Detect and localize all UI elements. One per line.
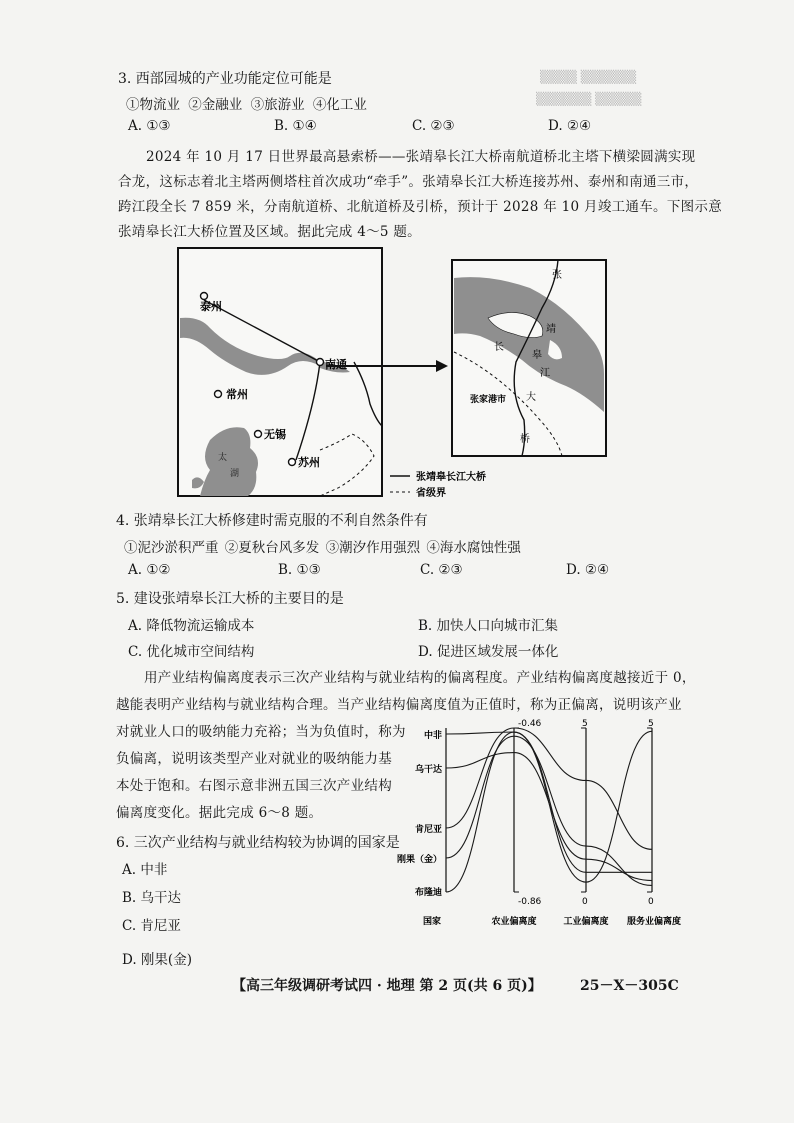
q3-option-d[interactable]: D. ②④	[548, 118, 592, 134]
passage2-line2: 越能表明产业结构与就业结构合理。当产业结构偏离度值为正值时，称为正偏离，说明该产业	[116, 697, 682, 713]
bleed-through-mark: ▒▒▒▒ ▒▒▒▒▒▒	[540, 70, 637, 84]
q4-option-a[interactable]: A. ①②	[128, 562, 171, 578]
city-changzhou: 常州	[226, 388, 248, 401]
city-nantong: 南通	[325, 358, 347, 371]
q6-option-a[interactable]: A. 中非	[122, 862, 168, 878]
q6-stem: 6. 三次产业结构与就业结构较为协调的国家是	[116, 835, 400, 851]
bridge-char-jing: 靖	[546, 324, 556, 335]
axis-label: 工业偏离度	[563, 917, 609, 927]
q6-option-d[interactable]: D. 刚果(金)	[122, 952, 192, 968]
bridge-char-chang: 长	[494, 342, 504, 353]
country-label: 乌干达	[414, 765, 442, 775]
city-suzhou: 苏州	[298, 456, 320, 469]
q6-option-b[interactable]: B. 乌干达	[122, 890, 182, 906]
tick-label-agri-top: -0.46	[518, 719, 542, 729]
axis-label: 国家	[422, 917, 442, 927]
bridge-char-jiang: 江	[540, 368, 550, 379]
q4-items: ①泥沙淤积严重 ②夏秋台风多发 ③潮汐作用强烈 ④海水腐蚀性强	[124, 540, 521, 556]
zoom-arrow-head	[436, 360, 448, 372]
passage2-line4: 负偏离，说明该类型产业对就业的吸纳能力基	[116, 751, 392, 767]
country-label: 布隆迪	[414, 888, 442, 898]
city-marker	[289, 459, 296, 466]
series-line-2	[446, 753, 652, 881]
tick-label-ind-bottom: 0	[582, 897, 588, 907]
lake-label-hu: 湖	[230, 469, 240, 479]
city-taizhou: 泰州	[200, 300, 222, 313]
tick-label-agri-bottom: -0.86	[518, 897, 542, 907]
bridge-location-map	[170, 244, 700, 506]
tick-label-serv-top: 5	[648, 719, 654, 729]
q3-option-b[interactable]: B. ①④	[274, 118, 317, 134]
q5-option-a[interactable]: A. 降低物流运输成本	[128, 618, 255, 634]
city-wuxi: 无锡	[264, 428, 286, 441]
country-label: 中非	[423, 731, 442, 741]
q4-option-c[interactable]: C. ②③	[420, 562, 463, 578]
city-zhangjiagang: 张家港市	[470, 395, 507, 405]
q5-option-c[interactable]: C. 优化城市空间结构	[128, 644, 255, 660]
lake-label-tai: 太	[218, 453, 228, 463]
legend-bridge-label: 张靖皋长江大桥	[416, 472, 486, 483]
q5-stem: 5. 建设张靖皋长江大桥的主要目的是	[116, 591, 344, 607]
tick-label-ind-top: 5	[582, 719, 588, 729]
passage1-line2: 合龙，这标志着北主塔两侧塔柱首次成功“牵手”。张靖皋长江大桥连接苏州、泰州和南通三市，	[118, 174, 699, 190]
city-marker	[317, 359, 324, 366]
country-label: 肯尼亚	[414, 825, 442, 835]
passage2-line1: 用产业结构偏离度表示三次产业结构与就业结构的偏离程度。产业结构偏离度越接近于 0，	[144, 670, 696, 686]
bleed-through-mark: ▒▒▒▒▒▒ ▒▒▒▒▒	[536, 92, 642, 106]
q4-stem: 4. 张靖皋长江大桥修建时需克服的不利自然条件有	[116, 513, 428, 529]
q4-option-b[interactable]: B. ①③	[278, 562, 321, 578]
axis-label: 服务业偏离度	[626, 917, 682, 927]
passage2-line3: 对就业人口的吸纳能力充裕；当为负值时，称为	[116, 724, 406, 740]
q4-option-d[interactable]: D. ②④	[566, 562, 610, 578]
deviation-chart	[386, 714, 692, 932]
q3-stem: 3. 西部园城的产业功能定位可能是	[118, 71, 332, 87]
city-marker	[255, 431, 262, 438]
q5-option-d[interactable]: D. 促进区域发展一体化	[418, 644, 559, 660]
bridge-char-qiao: 桥	[520, 434, 530, 445]
country-label: 刚果（金）	[396, 855, 442, 865]
axis-label: 农业偏离度	[491, 917, 537, 927]
bridge-char-gao: 皋	[532, 350, 542, 361]
passage1-line3: 跨江段全长 7 859 米，分南航道桥、北航道桥及引桥，预计于 2028 年 10 月竣工通车。下图示意	[118, 199, 723, 215]
series-line-4	[446, 736, 652, 885]
passage2-line6: 偏离度变化。据此完成 6～8 题。	[116, 805, 323, 821]
passage1-line1: 2024 年 10 月 17 日世界最高悬索桥——张靖皋长江大桥南航道桥北主塔下横梁圆满实现	[146, 149, 696, 165]
passage2-line5: 本处于饱和。右图示意非洲五国三次产业结构	[116, 778, 392, 794]
passage1-line4: 张靖皋长江大桥位置及区域。据此完成 4～5 题。	[118, 224, 421, 240]
q6-option-c[interactable]: C. 肯尼亚	[122, 918, 181, 934]
page-footer-title: 【高三年级调研考试四 · 地理 第 2 页(共 6 页)】	[232, 978, 542, 994]
tick-label-serv-bottom: 0	[648, 897, 654, 907]
q3-option-c[interactable]: C. ②③	[412, 118, 455, 134]
legend-boundary-label: 省级界	[416, 488, 446, 499]
bridge-char-da: 大	[526, 392, 536, 403]
q5-option-b[interactable]: B. 加快人口向城市汇集	[418, 618, 559, 634]
q3-option-a[interactable]: A. ①③	[128, 118, 171, 134]
page-footer-code: 25－X－305C	[580, 978, 679, 994]
q3-items: ①物流业 ②金融业 ③旅游业 ④化工业	[126, 97, 367, 113]
bridge-char-zhang: 张	[552, 270, 562, 281]
